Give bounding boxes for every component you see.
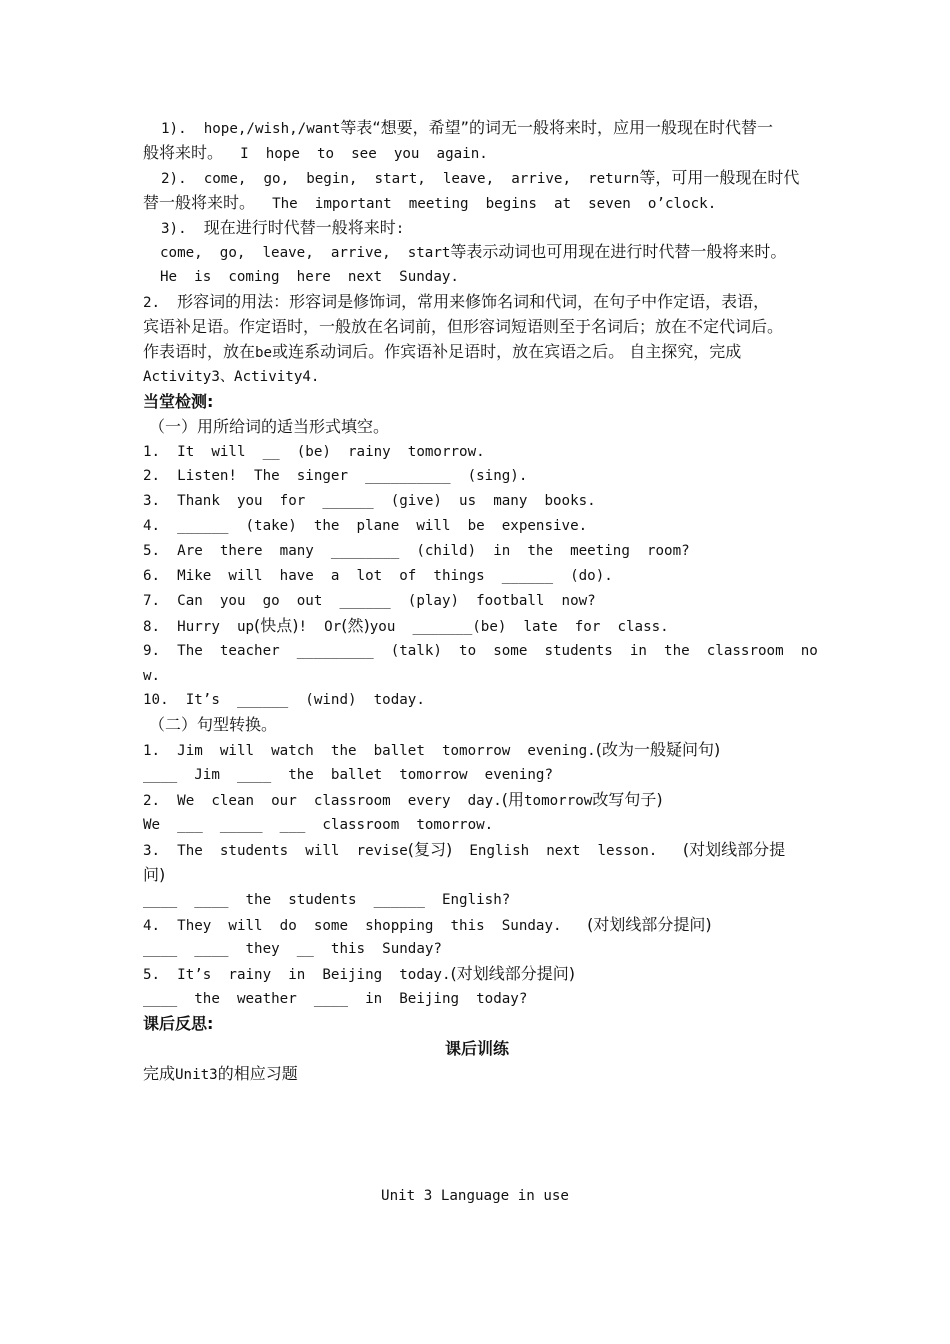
unit-title: Unit 3 Language in use (381, 1188, 569, 1204)
text: (快点) (254, 615, 299, 635)
exercise-item: 2. Listen! The singer __________ (sing). (143, 468, 528, 485)
text: (对划线部分提 (682, 839, 786, 859)
text: Unit3 (175, 1066, 218, 1083)
transform-item (143, 738, 811, 763)
text: (复习) (407, 839, 453, 859)
text: (然) (341, 615, 370, 635)
grammar-point-1 (143, 116, 811, 141)
text: 3). (161, 220, 204, 237)
exercise-item: 5. Are there many ________ (child) in the meeting room? (143, 543, 690, 560)
adjective-usage (143, 290, 811, 315)
reflection-heading: 课后反思: (143, 1014, 214, 1034)
text: come, go, leave, arrive, start (160, 245, 451, 262)
text: ! Or (298, 618, 342, 635)
text: 3. The students will revise (143, 842, 408, 859)
text: tomorrow (524, 793, 593, 810)
text: English next lesson. (452, 842, 683, 859)
text: 完成 (143, 1063, 176, 1083)
text: 2). come, go, begin, start, leave, arrive, return (161, 170, 640, 187)
text: : (395, 220, 405, 237)
grammar-point-2-cont (143, 191, 811, 216)
text: 1. Jim will watch the ballet tomorrow evening. (143, 743, 596, 760)
text: (用 (501, 790, 524, 810)
transform-answer: ____ the weather ____ in Beijing today? (143, 991, 528, 1008)
text: 4. They will do some shopping this Sunday. (143, 917, 588, 934)
text: 宾语补足语。作定语时，一般放在名词前，但形容词短语则至于名词后；放在不定代词后。 (143, 317, 784, 337)
exercise-item: 6. Mike will have a lot of things ______ (do). (143, 568, 613, 585)
exercise-item: 9. The teacher _________ (talk) to some students in the classroom no (143, 642, 818, 659)
grammar-point-3-example (143, 265, 811, 290)
text: 2. (143, 295, 178, 312)
text: 现在进行时代替一般将来时 (203, 217, 396, 237)
exercise-item: 7. Can you go out ______ (play) football now? (143, 592, 596, 609)
transform-item (143, 838, 811, 863)
text: you _______(be) late for class. (369, 618, 669, 635)
text: 或连系动词后。作宾语补足语时，放在宾语之后。 自主探究，完成 (272, 342, 742, 362)
text: 作表语时，放在 (143, 342, 256, 362)
text: 等表“想要，希望”的词无一般将来时，应用一般现在时代替一 (340, 118, 773, 137)
transform-item-cont: 问) (143, 864, 166, 884)
transform-answer: ____ ____ the students ______ English? (143, 891, 511, 908)
text: 8. Hurry up (143, 618, 255, 635)
text: 的相应习题 (217, 1063, 298, 1083)
transform-item (143, 913, 811, 938)
exercise-item-cont: w. (143, 667, 161, 684)
text: 5. It’s rainy in Beijing today. (143, 967, 451, 984)
text: 改写句子) (592, 790, 663, 810)
document-body (143, 116, 818, 1087)
text: be (255, 345, 273, 362)
example: He is coming here next Sunday. (160, 269, 459, 286)
text: 形容词的用法：形容词是修饰词，常用来修饰名词和代词，在句子中作定语，表语， (177, 292, 770, 312)
exercise-item: 10. It’s ______ (wind) today. (143, 692, 425, 709)
transform-answer: ____ Jim ____ the ballet tomorrow evening? (143, 767, 553, 784)
practice-title: 课后训练 (444, 1038, 509, 1058)
transform-item (143, 788, 811, 813)
adjective-usage-cont (143, 365, 811, 390)
example: The important meeting begins at seven o’clock. (255, 195, 717, 212)
transform-answer: ____ ____ they __ this Sunday? (143, 941, 442, 958)
text: 1). hope,/wish,/want (161, 121, 341, 137)
exercise-item: 3. Thank you for ______ (give) us many books. (143, 493, 596, 510)
adjective-usage-cont (143, 315, 811, 340)
text: (对划线部分提问) (587, 914, 712, 934)
text: 等表示动词也可用现在进行时代替一般将来时。 (450, 242, 787, 262)
text: 等，可用一般现在时代 (639, 167, 800, 187)
practice-text (143, 1062, 811, 1087)
text: 替一般将来时。 (143, 192, 256, 212)
grammar-point-1-cont (143, 141, 811, 166)
exercise-item: 1. It will __ (be) rainy tomorrow. (143, 443, 485, 460)
part2-title: （二）句型转换。 (149, 715, 278, 735)
exercise-item (143, 614, 811, 639)
text: 2. We clean our classroom every day. (143, 793, 502, 810)
text: Activity3、Activity4. (143, 368, 320, 385)
grammar-point-3-verbs (143, 240, 811, 265)
transform-item (143, 962, 811, 987)
exercise-item: 4. ______ (take) the plane will be expensive. (143, 518, 588, 535)
text: (对划线部分提问) (450, 964, 575, 984)
adjective-usage-cont (143, 340, 811, 365)
check-heading: 当堂检测: (143, 391, 214, 411)
transform-answer: We ___ _____ ___ classroom tomorrow. (143, 816, 494, 833)
grammar-point-3 (143, 216, 811, 241)
part1-title: （一）用所给词的适当形式填空。 (149, 416, 390, 436)
text: 般将来时。 (143, 142, 224, 162)
text: (改为一般疑问句) (595, 740, 721, 760)
example: I hope to see you again. (223, 145, 488, 162)
grammar-point-2 (143, 166, 811, 191)
